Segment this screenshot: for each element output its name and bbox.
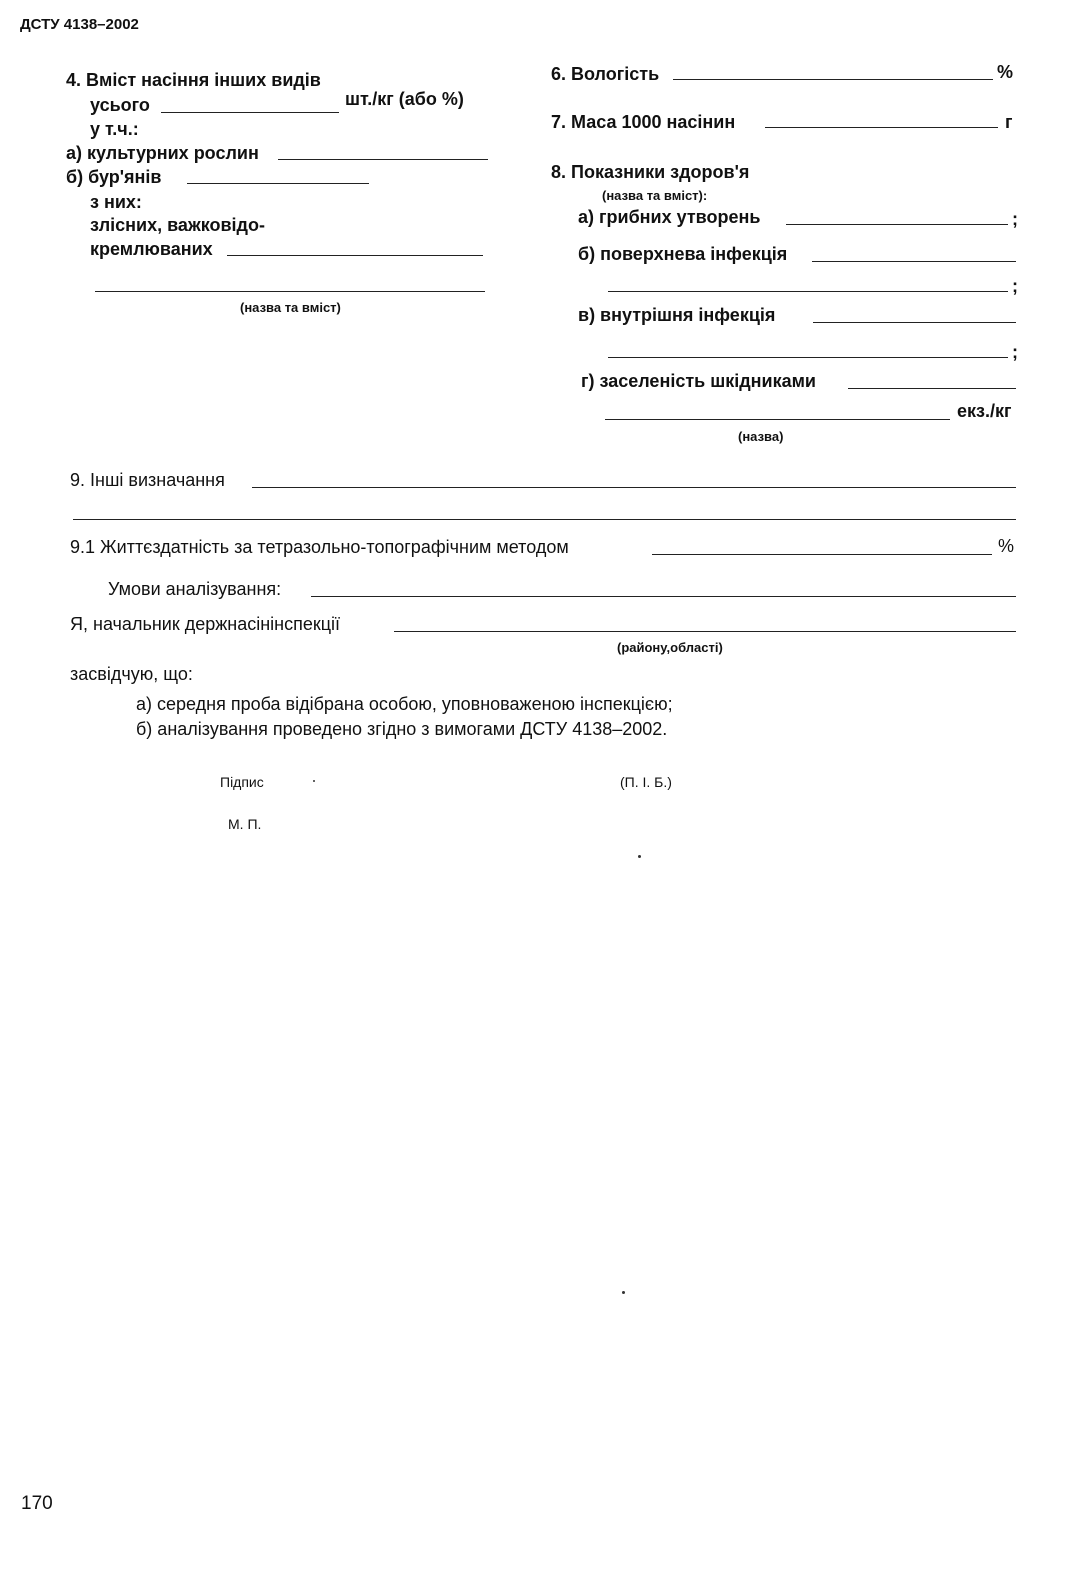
signature-label: Підпис: [220, 774, 264, 790]
item-4-total-label: усього: [90, 95, 150, 115]
item-8v-semicolon: ;: [1012, 342, 1018, 362]
item-6-field[interactable]: [673, 79, 993, 80]
item-8v-field-extra[interactable]: [608, 357, 1008, 358]
item-4b-field[interactable]: [187, 183, 369, 184]
item-8g-unit: екз./кг: [957, 401, 1012, 421]
item-9-field[interactable]: [252, 487, 1016, 488]
certify-item-a: а) середня проба відібрана особою, уповноваженою інспекцією;: [136, 694, 673, 714]
conditions-label: Умови аналізування:: [108, 579, 282, 599]
item-7-label: 7. Маса 1000 насінин: [551, 112, 736, 132]
item-8b-field[interactable]: [812, 261, 1016, 262]
item-8g-label: г) заселеність шкідниками: [581, 371, 816, 391]
item-8b-field-extra[interactable]: [608, 291, 1008, 292]
item-8g-field-extra[interactable]: [605, 419, 950, 420]
item-8g-caption: (назва): [738, 429, 784, 444]
item-4-total-field[interactable]: [161, 112, 339, 113]
item-8a-label: а) грибних утворень: [578, 207, 761, 227]
stamp-label: М. П.: [228, 816, 262, 832]
item-8b-label: б) поверхнева інфекція: [578, 244, 788, 264]
scan-speck: [622, 1291, 625, 1294]
item-4-weeds-line2: кремлюваних: [90, 239, 213, 259]
item-4a-field[interactable]: [278, 159, 488, 160]
item-91-unit: %: [998, 536, 1015, 556]
item-4-caption: (назва та вміст): [240, 300, 341, 315]
item-7-unit: г: [1005, 112, 1013, 132]
chief-field[interactable]: [394, 631, 1016, 632]
item-8-title: 8. Показники здоров'я: [551, 162, 750, 182]
item-7-field[interactable]: [765, 127, 998, 128]
item-4-weeds-field[interactable]: [227, 255, 483, 256]
item-9-label: 9. Інші визначання: [70, 470, 225, 490]
item-8-caption: (назва та вміст):: [602, 188, 708, 203]
page-number: 170: [21, 1493, 53, 1514]
scan-speck: [313, 780, 315, 782]
item-4-of-them: з них:: [90, 192, 142, 212]
chief-caption: (району,області): [617, 640, 723, 655]
item-8b-semicolon: ;: [1012, 276, 1018, 296]
item-8a-semicolon: ;: [1012, 209, 1018, 229]
item-4b-label: б) бур'янів: [66, 167, 162, 187]
item-91-field[interactable]: [652, 554, 992, 555]
item-4-weeds-line1: злісних, важковідо-: [90, 215, 265, 235]
chief-label: Я, начальник держнасінінспекції: [70, 614, 341, 634]
item-8v-label: в) внутрішня інфекція: [578, 305, 776, 325]
item-4-total-unit: шт./кг (або %): [345, 89, 464, 109]
item-6-unit: %: [997, 62, 1014, 82]
conditions-field[interactable]: [311, 596, 1016, 597]
item-4a-label: а) культурних рослин: [66, 143, 259, 163]
scan-speck: [638, 855, 641, 858]
document-header: ДСТУ 4138–2002: [20, 16, 139, 33]
item-9-field-extra[interactable]: [73, 519, 1016, 520]
item-8g-field[interactable]: [848, 388, 1016, 389]
item-8v-field[interactable]: [813, 322, 1016, 323]
item-4-weeds-field-extra[interactable]: [95, 291, 485, 292]
item-8a-field[interactable]: [786, 224, 1008, 225]
item-6-label: 6. Вологість: [551, 64, 660, 84]
certify-label: засвідчую, що:: [70, 664, 193, 684]
certify-item-b: б) аналізування проведено згідно з вимогами ДСТУ 4138–2002.: [136, 719, 668, 739]
item-91-label: 9.1 Життєздатність за тетразольно-топографічним методом: [70, 537, 569, 557]
item-4-title: 4. Вміст насіння інших видів: [66, 70, 321, 90]
name-caption: (П. І. Б.): [620, 774, 672, 790]
item-4-including: у т.ч.:: [90, 119, 139, 139]
